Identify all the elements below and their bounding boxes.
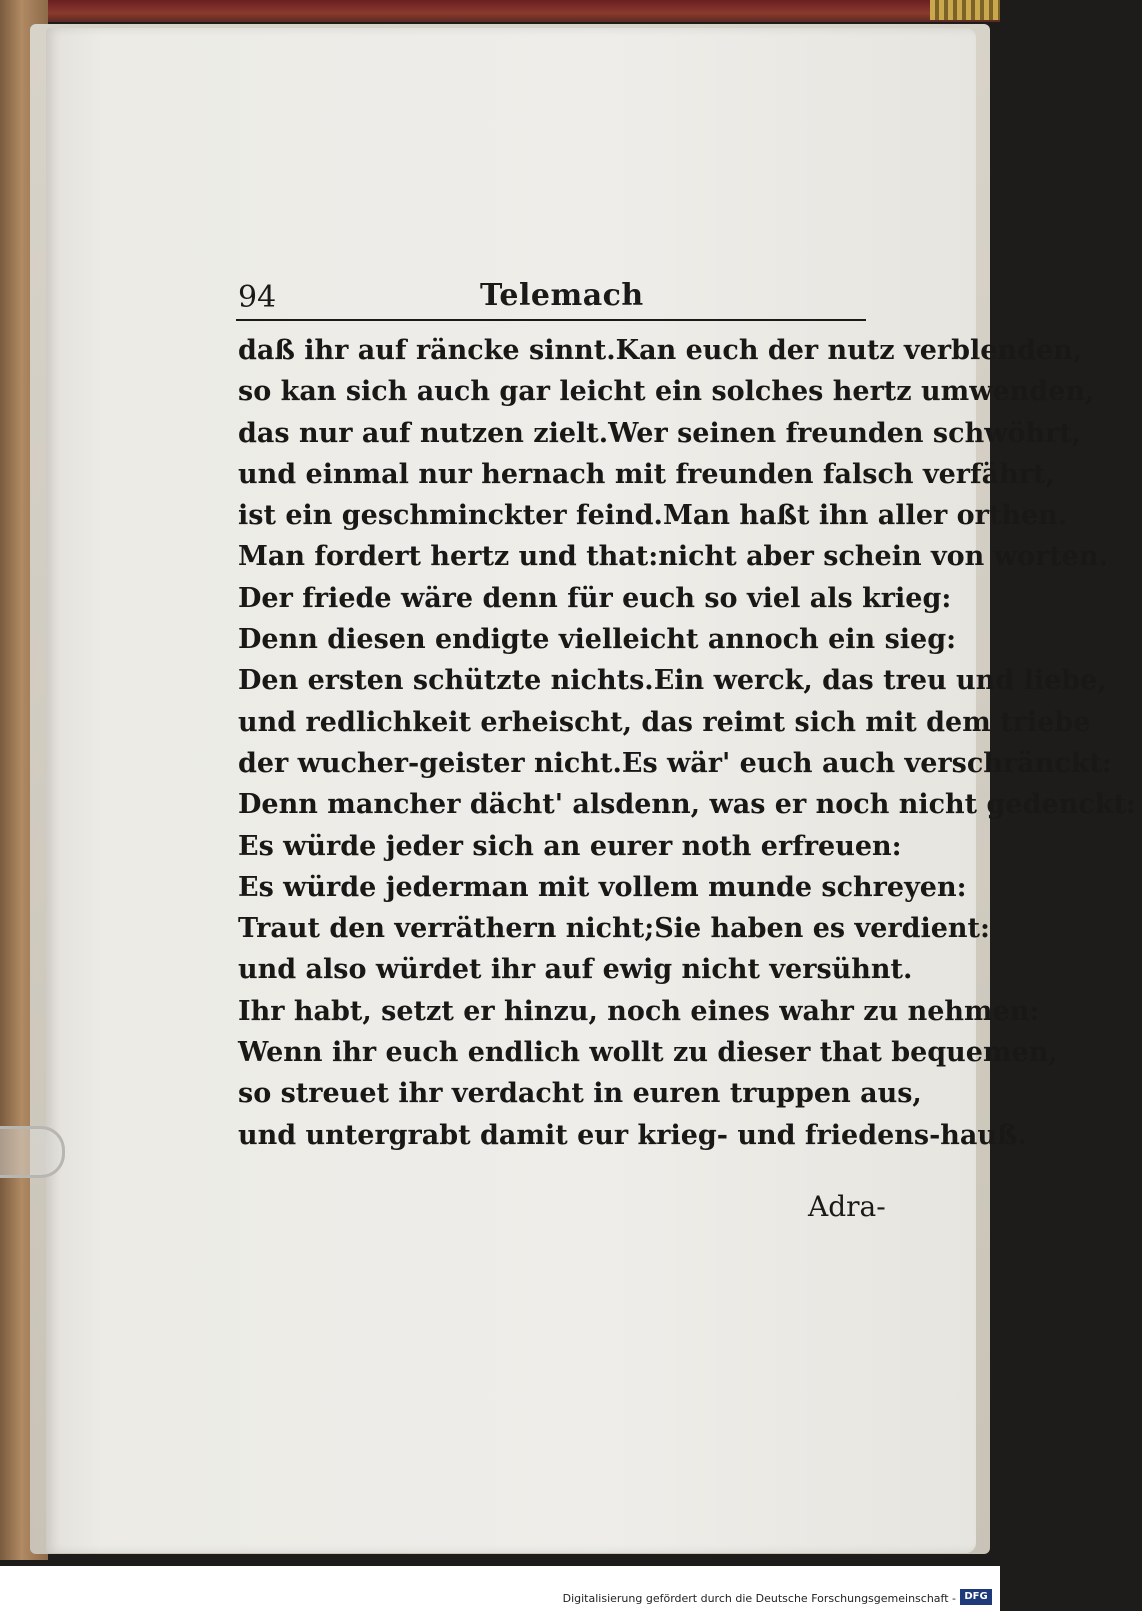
verse-line-right: Kan euch der nutz verblenden, bbox=[615, 335, 1083, 366]
verse-line-left: Es würde jederman mit vollem munde schreyen: bbox=[238, 871, 967, 903]
verse-line-left: Den ersten schützte nichts. bbox=[238, 665, 654, 697]
verse-line-left: ist ein geschminckter feind. bbox=[238, 500, 663, 532]
verse-line-right: Wer seinen freunden schwöhrt, bbox=[608, 417, 1082, 449]
verse-line bbox=[238, 908, 990, 949]
verse-line-left: und untergrabt damit eur krieg- und friedens-hauß. bbox=[238, 1119, 1027, 1151]
verse-line bbox=[238, 784, 1136, 825]
header-rule bbox=[236, 319, 866, 321]
verse-line bbox=[238, 702, 1091, 743]
footer-credit: Digitalisierung gefördert durch die Deutsche Forschungsgemeinschaft - bbox=[562, 1592, 956, 1605]
verse-line-left: so streuet ihr verdacht in euren truppen aus, bbox=[238, 1078, 922, 1110]
verse-line-left: und also würdet ihr auf ewig nicht versühnt. bbox=[238, 954, 913, 986]
verse-line bbox=[238, 619, 957, 660]
verse-line-left: Ihr habt, setzt er hinzu, noch eines wahr zu nehmen: bbox=[238, 995, 1040, 1027]
verse-line-left: Denn mancher dächt' alsdenn, was er noch nicht gedenckt: bbox=[238, 789, 1136, 821]
verse-line-left: so kan sich auch gar leicht ein solches hertz umwenden, bbox=[238, 376, 1095, 408]
verse-line-left: Denn diesen endigte vielleicht annoch ein sieg: bbox=[238, 624, 957, 656]
verse-line bbox=[238, 1032, 1058, 1073]
verse-line-left: das nur auf nutzen zielt. bbox=[238, 417, 609, 449]
verse-line bbox=[238, 660, 1107, 701]
verse-line bbox=[238, 454, 1055, 495]
catchword: Adra- bbox=[808, 1190, 886, 1223]
dfg-logo: DFG bbox=[960, 1589, 992, 1605]
verse-line-right bbox=[956, 619, 962, 660]
verse-line-left: der wucher-geister nicht. bbox=[238, 747, 622, 779]
verse-line-right: Sie haben es verdient: bbox=[654, 913, 990, 945]
verse-line-right bbox=[951, 578, 957, 619]
verse-block bbox=[238, 330, 1136, 1156]
verse-line-right bbox=[1058, 1032, 1064, 1073]
verse-line bbox=[238, 867, 967, 908]
verse-line-left: Man fordert hertz und that: bbox=[238, 541, 659, 573]
verse-line-left: Der friede wäre denn für euch so viel als krieg: bbox=[238, 582, 952, 614]
verse-line-left: und redlichkeit erheischt, das reimt sich mit dem triebe bbox=[238, 706, 1091, 738]
verse-line-right: Es wär' euch auch verschränckt: bbox=[621, 747, 1112, 779]
verse-line-right bbox=[912, 949, 918, 990]
verse-line-right bbox=[1094, 371, 1100, 412]
cover-ornament bbox=[930, 0, 1000, 20]
book-cover-top-edge bbox=[0, 0, 1000, 22]
verse-line bbox=[238, 991, 1040, 1032]
verse-line-right bbox=[1090, 702, 1096, 743]
verse-line-left: Wenn ihr euch endlich wollt zu dieser that bequemen, bbox=[238, 1037, 1058, 1069]
verse-line bbox=[238, 1115, 1027, 1156]
verse-line-left: Es würde jeder sich an eurer noth erfreuen: bbox=[238, 830, 902, 862]
verse-line bbox=[238, 1073, 922, 1114]
verse-line-right bbox=[1039, 991, 1045, 1032]
verse-line-right: Ein werck, das treu und liebe, bbox=[653, 665, 1107, 697]
verse-line-right bbox=[922, 1073, 928, 1114]
verse-line-left: und einmal nur hernach mit freunden falsch verfährt, bbox=[238, 458, 1055, 490]
verse-line bbox=[238, 330, 1083, 371]
verse-line-right bbox=[1027, 1115, 1033, 1156]
verse-line bbox=[238, 826, 902, 867]
verse-line bbox=[238, 949, 913, 990]
verse-line-left: Traut den verräthern nicht; bbox=[238, 913, 655, 945]
verse-line-right: Man haßt ihn aller orthen. bbox=[662, 500, 1068, 532]
verse-line-right bbox=[1055, 454, 1061, 495]
verse-line-right bbox=[902, 826, 908, 867]
verse-line bbox=[238, 536, 1108, 577]
running-head: Telemach bbox=[480, 278, 644, 313]
verse-line bbox=[238, 495, 1068, 536]
verse-line-right: nicht aber schein von worten. bbox=[658, 541, 1108, 573]
verse-line bbox=[238, 578, 952, 619]
page-clip bbox=[0, 1126, 65, 1178]
verse-line bbox=[238, 743, 1112, 784]
verse-line bbox=[238, 413, 1082, 454]
page-number: 94 bbox=[238, 280, 277, 315]
verse-line-right bbox=[1136, 784, 1142, 825]
verse-line-right bbox=[967, 867, 973, 908]
verse-line-left: daß ihr auf räncke sinnt. bbox=[238, 335, 616, 366]
verse-line bbox=[238, 371, 1095, 412]
